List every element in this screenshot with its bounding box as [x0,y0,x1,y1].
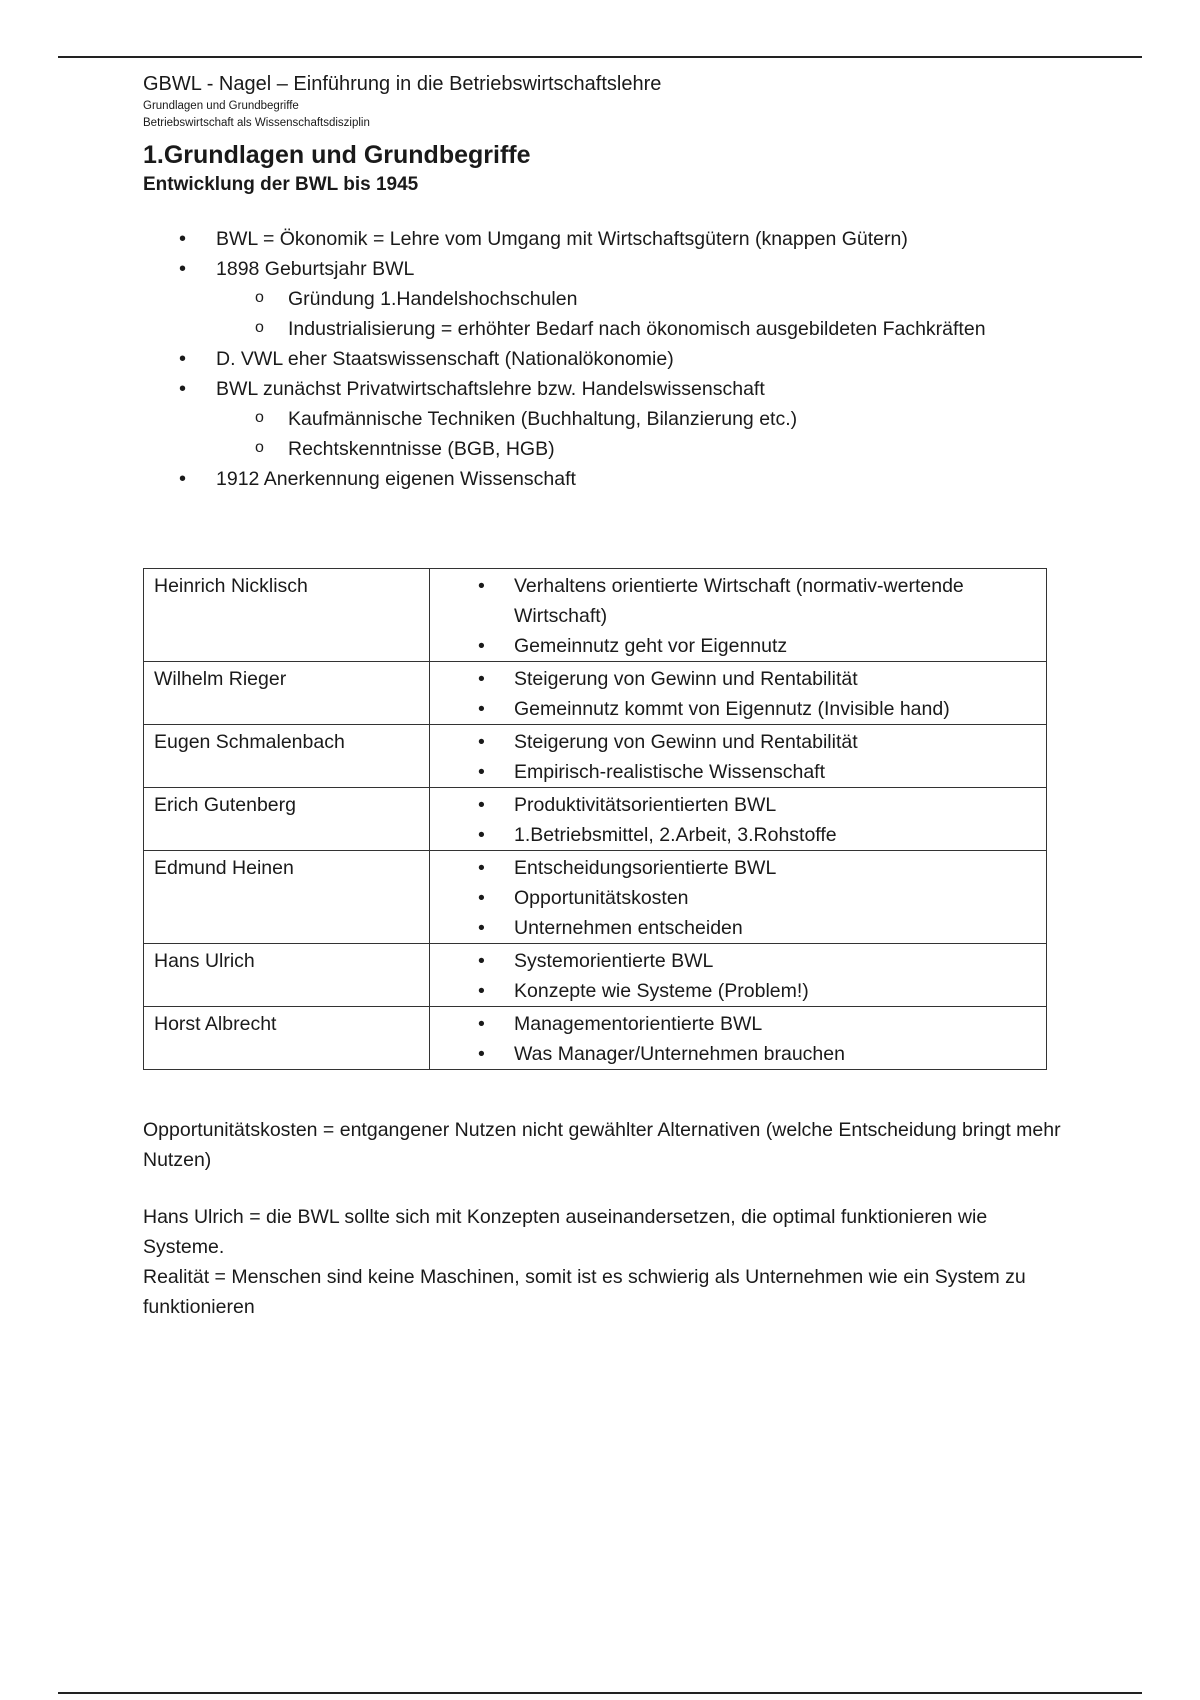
point-item: • Steigerung von Gewinn und Rentabilität [430,727,1038,757]
bullet-text: 1912 Anerkennung eigenen Wissenschaft [216,468,576,490]
person-points [430,788,1047,851]
section-subtitle: Entwicklung der BWL bis 1945 [143,174,419,195]
bullet-item [143,374,1063,464]
point-item: • Entscheidungsorientierte BWL [430,853,1038,883]
person-name: Horst Albrecht [144,1007,430,1070]
point-item: • Unternehmen entscheiden [430,913,1038,943]
top-rule [58,56,1142,58]
point-item: • Was Manager/Unternehmen brauchen [430,1039,1038,1069]
point-item: • Konzepte wie Systeme (Problem!) [430,976,1038,1006]
bullet-item [143,254,1063,344]
person-points [430,569,1047,662]
ulrich-notes [143,1202,1063,1322]
bullet-list [143,224,1063,494]
document-subtitle-1: Grundlagen und Grundbegriffe [143,100,299,112]
point-item: • Managementorientierte BWL [430,1009,1038,1039]
table-row [144,944,1047,1007]
point-item: • Systemorientierte BWL [430,946,1038,976]
person-points [430,725,1047,788]
person-points [430,662,1047,725]
person-points [430,944,1047,1007]
point-item: • Empirisch-realistische Wissenschaft [430,757,1038,787]
person-points [430,851,1047,944]
person-name: Wilhelm Rieger [144,662,430,725]
bullet-item [143,464,1063,494]
table-row [144,569,1047,662]
person-name: Heinrich Nicklisch [144,569,430,662]
section-title: 1.Grundlagen und Grundbegriffe [143,141,531,169]
table-row [144,662,1047,725]
point-item: • Steigerung von Gewinn und Rentabilität [430,664,1038,694]
person-points [430,1007,1047,1070]
person-name: Hans Ulrich [144,944,430,1007]
economists-table [143,568,1047,1070]
point-item: • Gemeinnutz geht vor Eigennutz [430,631,1038,661]
bottom-rule [58,1692,1142,1694]
bullet-item [143,224,1063,254]
point-item: • Opportunitätskosten [430,883,1038,913]
person-name: Eugen Schmalenbach [144,725,430,788]
document-subtitle-2: Betriebswirtschaft als Wissenschaftsdisziplin [143,117,370,129]
bullet-text: D. VWL eher Staatswissenschaft (Nationalökonomie) [216,348,674,370]
sub-bullet-item: o Industrialisierung = erhöhter Bedarf nach ökonomisch ausgebildeten Fachkräften [216,314,1063,344]
bullet-text: BWL zunächst Privatwirtschaftslehre bzw. Handelswissenschaft [216,378,765,400]
document-content [143,70,1063,494]
point-item: • Verhaltens orientierte Wirtschaft (normativ-wertende Wirtschaft) [430,571,1038,631]
sub-bullet-item: o Kaufmännische Techniken (Buchhaltung, Bilanzierung etc.) [216,404,1063,434]
bullet-item [143,344,1063,374]
sub-bullet-list [216,284,1063,344]
sub-bullet-item: o Gründung 1.Handelshochschulen [216,284,1063,314]
ulrich-note: Hans Ulrich = die BWL sollte sich mit Konzepten auseinandersetzen, die optimal funktionieren wie Systeme. [143,1206,988,1258]
bullet-text: 1898 Geburtsjahr BWL [216,258,415,280]
table-row [144,725,1047,788]
bullet-text: BWL = Ökonomik = Lehre vom Umgang mit Wirtschaftsgütern (knappen Gütern) [216,228,908,250]
table-row [144,851,1047,944]
point-item: • Produktivitätsorientierten BWL [430,790,1038,820]
sub-bullet-list [216,404,1063,464]
table-row [144,788,1047,851]
document-title: GBWL - Nagel – Einführung in die Betriebswirtschaftslehre [143,73,662,95]
person-name: Edmund Heinen [144,851,430,944]
sub-bullet-item: o Rechtskenntnisse (BGB, HGB) [216,434,1063,464]
point-item: • Gemeinnutz kommt von Eigennutz (Invisible hand) [430,694,1038,724]
reality-note: Realität = Menschen sind keine Maschinen, somit ist es schwierig als Unternehmen wie ein System zu funktionieren [143,1266,1026,1318]
person-name: Erich Gutenberg [144,788,430,851]
table-row [144,1007,1047,1070]
opportunity-cost-note: Opportunitätskosten = entgangener Nutzen nicht gewählter Alternativen (welche Entscheidung bringt mehr Nutzen) [143,1119,1061,1171]
point-item: • 1.Betriebsmittel, 2.Arbeit, 3.Rohstoffe [430,820,1038,850]
